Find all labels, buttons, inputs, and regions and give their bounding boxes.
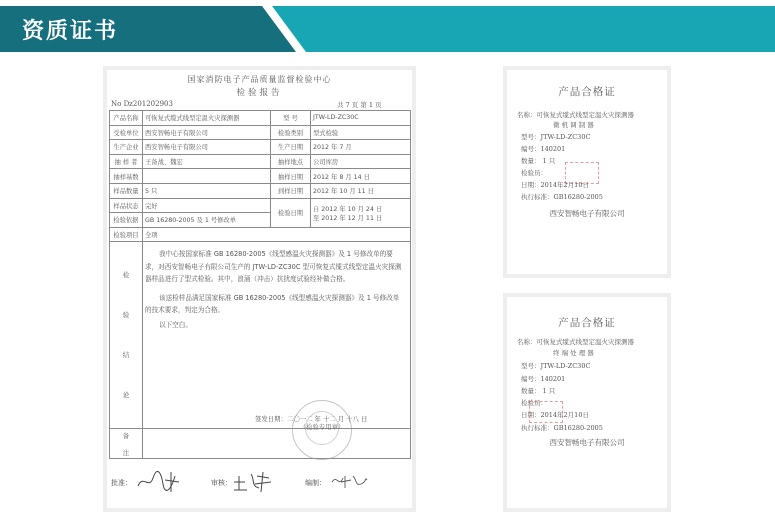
cell-value: 全项 — [143, 227, 411, 242]
conclusion-label — [110, 242, 143, 429]
cell-label: 检验类别 — [271, 125, 311, 140]
edit-signature — [329, 470, 369, 492]
conclusion-char: 验 — [122, 310, 130, 319]
table-row-remark — [110, 429, 411, 459]
cell-value: 型式检验 — [311, 125, 411, 140]
header-banner — [0, 0, 775, 58]
table-row — [110, 111, 411, 126]
certificate-quantity: 数量： 1 只 — [521, 387, 556, 395]
cell-value: GB 16280-2005 及 1 号修改单 — [143, 213, 271, 228]
certificate-model: 型号：JTW-LD-ZC30C — [521, 362, 591, 370]
sign-date: 签发日期：二〇一二 年 十二 月 十八 日 — [255, 415, 368, 424]
certificate-paper — [507, 297, 667, 508]
remark-value — [143, 429, 411, 459]
remark-char: 注 — [122, 449, 130, 457]
cell-value — [143, 169, 271, 184]
table-row — [110, 140, 411, 155]
table-row — [110, 125, 411, 140]
table-row-conclusion — [110, 242, 411, 429]
table-row — [110, 198, 411, 213]
cell-label: 抽样日期 — [271, 169, 311, 184]
cell-label: 到样日期 — [271, 183, 311, 198]
certificate-name: 名称：可恢复式缆式线型定温火灾探测器 — [517, 338, 634, 346]
certificate-image-1 — [503, 66, 671, 278]
certificate-name-line2: 微 机 调 制 器 — [553, 121, 594, 129]
certificate-quantity: 数量： 1 只 — [521, 157, 556, 165]
approve-label: 批准： — [111, 479, 132, 487]
certificate-serial: 编号：140201 — [521, 145, 566, 153]
report-table — [109, 110, 411, 459]
certificate-date: 日期：2014年2月10日 — [521, 411, 589, 419]
cell-value: JTW-LD-ZC30C — [311, 111, 411, 126]
certificate-date: 日期：2014年2月10日 — [521, 181, 589, 189]
cell-label: 抽样基数 — [110, 169, 143, 184]
cell-value: 2012 年 8 月 14 日 — [311, 169, 411, 184]
cell-label: 样品状态 — [110, 198, 143, 213]
seal-text: （检验专用章） — [299, 423, 345, 431]
cell-value: 完好 — [143, 198, 271, 213]
review-signature — [231, 468, 275, 494]
remark-char: 备 — [122, 432, 130, 440]
certificate-serial: 编号：140201 — [521, 375, 566, 383]
cell-label: 检验依据 — [110, 213, 143, 228]
cell-label: 型 号 — [271, 111, 311, 126]
certificate-inspector: 检验员： — [521, 399, 547, 407]
cell-value — [311, 198, 411, 227]
certificate-name-line2: 终 端 处 理 器 — [553, 349, 594, 357]
report-number: No Dz201202903 — [111, 100, 173, 108]
inspection-report-paper — [107, 70, 412, 508]
certificate-company: 西安智畅电子有限公司 — [549, 209, 625, 218]
certificate-standard: 执行标准：GB16280-2005 — [521, 193, 603, 201]
cell-label: 样品数量 — [110, 183, 143, 198]
certificate-image-2 — [503, 293, 671, 512]
report-center-name: 国家消防电子产品质量监督检验中心 — [187, 75, 332, 84]
table-row — [110, 227, 411, 242]
date-to: 至 2012 年 12 月 11 日 — [313, 214, 383, 222]
conclusion-paragraph: 我中心按国家标准 GB 16280-2005《线型感温火灾探测器》及 1 号修改单的要求，对西安智畅电子有限公司生产的 JTW-LD-ZC30C 型可恢复式缆式线型定温火灾探测器样品进行了型式检验。其中，浪涌（冲击）抗扰度试验经补做合格。 — [145, 250, 402, 284]
cell-label: 检验日期 — [271, 198, 311, 227]
cell-value: 可恢复式缆式线型定温火灾探测器 — [143, 111, 271, 126]
cell-label: 受检单位 — [110, 125, 143, 140]
conclusion-paragraph: 该送检样品满足国家标准 GB 16280-2005《线型感温火灾探测器》及 1 号修改单的技术要求，判定为合格。 — [145, 293, 400, 315]
cell-value: 2012 年 10 月 11 日 — [311, 183, 411, 198]
certificate-title: 产品合格证 — [558, 86, 616, 98]
table-row — [110, 154, 411, 169]
certificate-paper — [507, 70, 667, 274]
certificate-company: 西安智畅电子有限公司 — [549, 438, 625, 447]
conclusion-char: 检 — [122, 270, 130, 279]
cell-label: 生产日期 — [271, 140, 311, 155]
cell-value: 2012 年 7 月 — [311, 140, 411, 155]
cell-value: 王备战、魏宏 — [143, 154, 271, 169]
conclusion-char: 论 — [122, 390, 130, 399]
certificate-standard: 执行标准：GB16280-2005 — [521, 424, 603, 432]
date-from: 自 2012 年 10 月 24 日 — [313, 205, 383, 213]
certificate-model: 型号：JTW-LD-ZC30C — [521, 133, 591, 141]
table-row — [110, 169, 411, 184]
section-title: 资质证书 — [22, 19, 119, 44]
cell-value: 西安智畅电子有限公司 — [143, 140, 271, 155]
table-row — [110, 183, 411, 198]
edit-label: 编制： — [305, 479, 326, 487]
conclusion-end: 以下空白。 — [159, 320, 192, 329]
cell-label: 抽 样 者 — [110, 154, 143, 169]
cell-label: 抽样地点 — [271, 154, 311, 169]
cell-label: 检验项目 — [110, 227, 143, 242]
certificate-title: 产品合格证 — [558, 317, 616, 329]
cell-value: 5 只 — [143, 183, 271, 198]
review-label: 审核： — [211, 479, 232, 487]
certificate-inspector: 检验员： — [521, 169, 547, 177]
conclusion-char: 结 — [122, 350, 130, 359]
cell-label: 产品名称 — [110, 111, 143, 126]
cell-label: 生产企业 — [110, 140, 143, 155]
approve-signature — [135, 468, 185, 494]
remark-label — [110, 429, 143, 459]
report-title: 检验报告 — [236, 88, 283, 98]
report-page: 共 7 页 第 1 页 — [337, 101, 382, 109]
inspection-report-image — [103, 66, 416, 512]
conclusion-body — [143, 242, 411, 429]
cell-value: 西安智畅电子有限公司 — [143, 125, 271, 140]
certificate-name: 名称：可恢复式缆式线型定温火灾探测器 — [517, 111, 634, 119]
cell-value: 公司库房 — [311, 154, 411, 169]
